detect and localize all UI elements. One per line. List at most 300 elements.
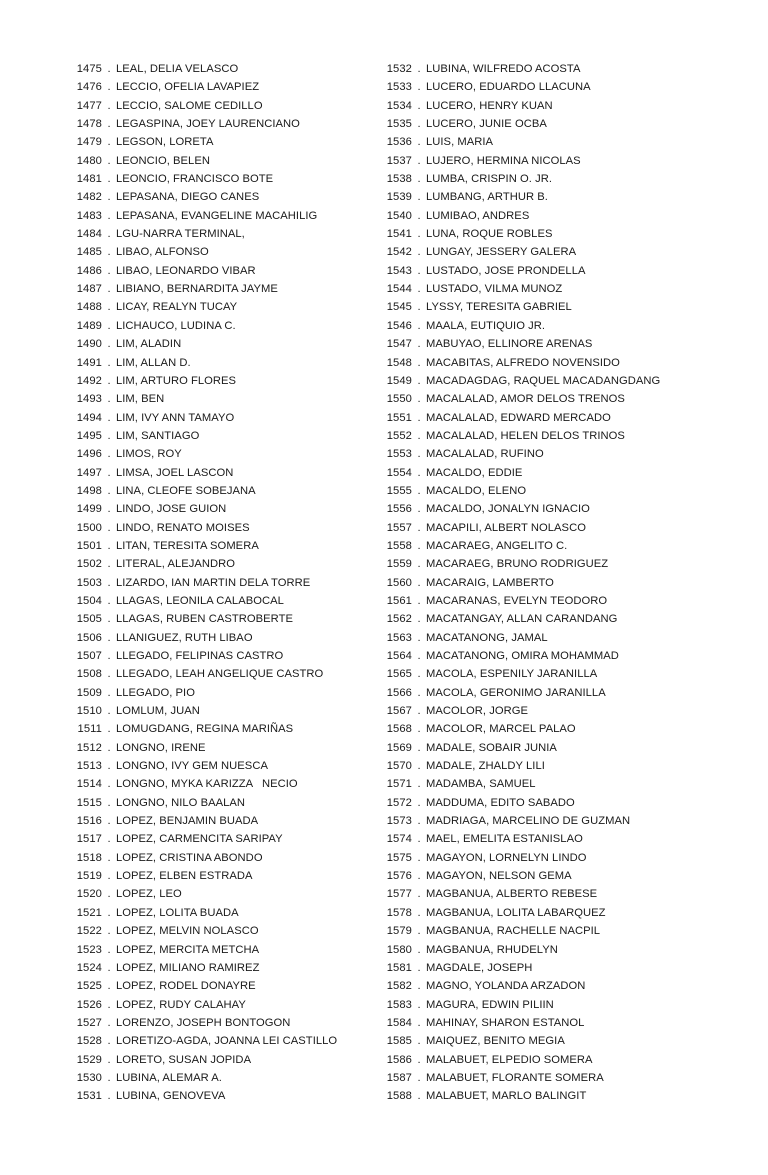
roster-entry [378,941,718,959]
entry-separator: . [417,980,421,993]
entry-separator: . [417,558,421,571]
entry-separator: . [107,539,111,552]
entry-number: 1486 [76,264,102,277]
entry-separator: . [417,613,421,626]
entry-name: LIM, IVY ANN TAMAYO [116,411,235,424]
entry-name: MACOLOR, JORGE [426,705,529,718]
roster-entry [378,849,718,867]
entry-name: LUMIBAO, ANDRES [426,209,530,222]
entry-name: LONGNO, IVY GEM NUESCA [116,760,268,773]
entry-number: 1550 [386,393,412,406]
entry-number: 1480 [76,154,102,167]
entry-name: MAEL, EMELITA ESTANISLAO [426,833,583,846]
entry-number: 1499 [76,503,102,516]
entry-name: LOPEZ, RUDY CALAHAY [116,998,246,1011]
entry-name: LOPEZ, ELBEN ESTRADA [116,870,253,883]
entry-number: 1530 [76,1071,102,1084]
roster-entry [68,684,378,702]
entry-name: LUBINA, GENOVEVA [116,1090,226,1103]
entry-number: 1490 [76,338,102,351]
entry-name: LOPEZ, MERCITA METCHA [116,943,260,956]
entry-number: 1477 [76,99,102,112]
entry-name: LLEGADO, PIO [116,686,195,699]
entry-name: LEPASANA, DIEGO CANES [116,191,260,204]
entry-name: LIM, ALLAN D. [116,356,191,369]
entry-number: 1529 [76,1053,102,1066]
roster-entry [378,977,718,995]
entry-number: 1579 [386,925,412,938]
roster-entry [378,445,718,463]
entry-separator: . [417,1035,421,1048]
entry-number: 1501 [76,539,102,552]
entry-number: 1561 [386,594,412,607]
entry-separator: . [417,760,421,773]
roster-entry [68,188,378,206]
entry-separator: . [417,283,421,296]
entry-name: MALABUET, ELPEDIO SOMERA [426,1053,593,1066]
entry-name: MACADAGDAG, RAQUEL MACADANGDANG [426,374,661,387]
entry-separator: . [417,484,421,497]
entry-name: LONGNO, NILO BAALAN [116,796,246,809]
roster-entry [378,152,718,170]
roster-entry [68,372,378,390]
entry-number: 1533 [386,81,412,94]
entry-separator: . [417,631,421,644]
entry-number: 1564 [386,650,412,662]
entry-name: MACALDO, EDDIE [426,466,523,479]
entry-separator: . [417,851,421,864]
entry-number: 1575 [386,851,412,864]
roster-entry [68,354,378,372]
entry-name: MABUYAO, ELLINORE ARENAS [426,338,593,351]
entry-number: 1478 [76,118,102,131]
entry-name: LITERAL, ALEJANDRO [116,558,236,571]
entry-name: LLAGAS, LEONILA CALABOCAL [116,594,284,607]
entry-number: 1572 [386,796,412,809]
entry-name: LUCERO, HENRY KUAN [426,99,553,112]
entry-number: 1506 [76,631,102,644]
entry-number: 1586 [386,1053,412,1066]
roster-entry [378,262,718,280]
entry-number: 1505 [76,613,102,626]
entry-separator: . [417,521,421,534]
roster-entry [378,482,718,500]
entry-separator: . [417,466,421,479]
entry-name: LUCERO, EDUARDO LLACUNA [426,81,591,94]
entry-number: 1519 [76,870,102,883]
entry-separator: . [417,448,421,461]
roster-entry [68,262,378,280]
entry-number: 1568 [386,723,412,736]
roster-entry [378,555,718,573]
roster-entry [68,996,378,1014]
entry-name: MADDUMA, EDITO SABADO [426,796,575,809]
entry-name: MAGNO, YOLANDA ARZADON [426,980,586,993]
entry-separator: . [107,650,111,662]
roster-entry [68,78,378,96]
roster-entry [378,665,718,683]
entry-name: LEAL, DELIA VELASCO [116,63,239,75]
entry-name: LIMSA, JOEL LASCON [116,466,234,479]
entry-name: LUNA, ROQUE ROBLES [426,228,553,241]
roster-entry [68,317,378,335]
entry-number: 1567 [386,705,412,718]
entry-separator: . [107,925,111,938]
entry-name: MACALALAD, RUFINO [426,448,544,461]
roster-entry [378,647,718,665]
entry-name: LIM, SANTIAGO [116,429,200,442]
entry-number: 1494 [76,411,102,424]
entry-name: LUSTADO, JOSE PRONDELLA [426,264,586,277]
entry-separator: . [107,980,111,993]
entry-separator: . [107,319,111,332]
entry-number: 1556 [386,503,412,516]
roster-entry [378,427,718,445]
entry-separator: . [417,594,421,607]
entry-number: 1553 [386,448,412,461]
entry-name: MACATANONG, JAMAL [426,631,548,644]
entry-name: LIM, ALADIN [116,338,182,351]
entry-separator: . [107,943,111,956]
roster-entry [378,629,718,647]
entry-separator: . [417,319,421,332]
entry-separator: . [107,631,111,644]
entry-separator: . [417,1071,421,1084]
entry-name: MAGBANUA, ALBERTO REBESE [426,888,598,901]
roster-entry [68,537,378,555]
entry-name: MADRIAGA, MARCELINO DE GUZMAN [426,815,631,828]
entry-number: 1565 [386,668,412,681]
entry-name: MACAPILI, ALBERT NOLASCO [426,521,586,534]
entry-number: 1547 [386,338,412,351]
entry-number: 1543 [386,264,412,277]
entry-name: MACARANAS, EVELYN TEODORO [426,594,608,607]
entry-number: 1560 [386,576,412,589]
roster-entry [68,280,378,298]
roster-entry [378,592,718,610]
entry-number: 1484 [76,228,102,241]
entry-separator: . [417,209,421,222]
entry-number: 1515 [76,796,102,809]
entry-name: LIBIANO, BERNARDITA JAYME [116,283,278,296]
roster-entry [68,702,378,720]
entry-name: MACALDO, JONALYN IGNACIO [426,503,590,516]
entry-number: 1566 [386,686,412,699]
roster-entry [378,610,718,628]
roster-entry [378,115,718,133]
entry-name: LUNGAY, JESSERY GALERA [426,246,577,259]
entry-separator: . [417,393,421,406]
entry-number: 1475 [76,63,102,75]
roster-entry [68,830,378,848]
entry-separator: . [107,374,111,387]
entry-separator: . [417,154,421,167]
entry-name: LEONCIO, BELEN [116,154,210,167]
entry-separator: . [417,870,421,883]
roster-entry [378,794,718,812]
entry-separator: . [107,833,111,846]
entry-number: 1526 [76,998,102,1011]
entry-separator: . [417,998,421,1011]
entry-name: LUJERO, HERMINA NICOLAS [426,154,581,167]
entry-separator: . [107,264,111,277]
entry-number: 1510 [76,705,102,718]
entry-number: 1587 [386,1071,412,1084]
roster-entry [378,519,718,537]
entry-name: LICAY, REALYN TUCAY [116,301,238,314]
roster-entry [378,996,718,1014]
entry-number: 1524 [76,961,102,974]
roster-entry [68,1087,378,1105]
entry-number: 1517 [76,833,102,846]
roster-entry [68,959,378,977]
roster-entry [378,830,718,848]
entry-number: 1574 [386,833,412,846]
entry-name: LLANIGUEZ, RUTH LIBAO [116,631,253,644]
entry-name: LECCIO, SALOME CEDILLO [116,99,263,112]
roster-entry [68,812,378,830]
roster-entry [68,922,378,940]
entry-name: LOPEZ, MILIANO RAMIREZ [116,961,260,974]
entry-separator: . [107,1090,111,1103]
entry-separator: . [107,760,111,773]
entry-number: 1584 [386,1016,412,1029]
roster-entry [378,207,718,225]
entry-name: MACATANGAY, ALLAN CARANDANG [426,613,618,626]
entry-name: MADAMBA, SAMUEL [426,778,536,791]
entry-number: 1476 [76,81,102,94]
entry-separator: . [417,705,421,718]
entry-number: 1492 [76,374,102,387]
entry-name: LOPEZ, RODEL DONAYRE [116,980,256,993]
entry-number: 1527 [76,1016,102,1029]
roster-entry [378,354,718,372]
entry-separator: . [417,503,421,516]
entry-number: 1576 [386,870,412,883]
entry-number: 1487 [76,283,102,296]
entry-number: 1581 [386,961,412,974]
entry-name: LUBINA, WILFREDO ACOSTA [426,63,581,75]
entry-separator: . [417,1016,421,1029]
entry-number: 1481 [76,173,102,186]
entry-name: MACOLA, ESPENILY JARANILLA [426,668,598,681]
entry-separator: . [107,961,111,974]
entry-separator: . [107,705,111,718]
entry-separator: . [417,650,421,662]
roster-entry [378,739,718,757]
entry-number: 1523 [76,943,102,956]
roster-entry [68,720,378,738]
roster-entry [378,390,718,408]
entry-separator: . [107,393,111,406]
roster-entry [378,317,718,335]
entry-separator: . [417,833,421,846]
roster-entry [378,500,718,518]
roster-entry [68,390,378,408]
entry-separator: . [417,429,421,442]
roster-entry [378,133,718,151]
roster-entry [378,1087,718,1105]
entry-separator: . [417,796,421,809]
entry-separator: . [107,594,111,607]
entry-name: LEPASANA, EVANGELINE MACAHILIG [116,209,318,222]
entry-name: MADALE, SOBAIR JUNIA [426,741,557,754]
entry-number: 1502 [76,558,102,571]
entry-name: LINDO, JOSE GUION [116,503,227,516]
entry-name: LONGNO, MYKA KARIZZA NECIO [116,778,298,791]
roster-entry [68,133,378,151]
entry-number: 1535 [386,118,412,131]
entry-name: MAGAYON, NELSON GEMA [426,870,572,883]
entry-name: LICHAUCO, LUDINA C. [116,319,236,332]
entry-separator: . [417,815,421,828]
roster-entry [378,280,718,298]
entry-number: 1496 [76,448,102,461]
roster-entry [68,904,378,922]
roster-entry [378,904,718,922]
entry-separator: . [107,888,111,901]
entry-name: LOPEZ, CARMENCITA SARIPAY [116,833,283,846]
entry-separator: . [417,686,421,699]
entry-name: LECCIO, OFELIA LAVAPIEZ [116,81,260,94]
roster-entry [68,445,378,463]
entry-separator: . [107,118,111,131]
roster-entry [68,115,378,133]
entry-separator: . [107,228,111,241]
entry-name: LLAGAS, RUBEN CASTROBERTE [116,613,293,626]
entry-separator: . [107,668,111,681]
entry-name: MACOLOR, MARCEL PALAO [426,723,576,736]
entry-separator: . [107,81,111,94]
entry-name: MACOLA, GERONIMO JARANILLA [426,686,606,699]
roster-entry [378,78,718,96]
entry-name: LIBAO, LEONARDO VIBAR [116,264,256,277]
entry-number: 1540 [386,209,412,222]
roster-entry [68,555,378,573]
roster-list [0,60,768,1106]
roster-entry [68,629,378,647]
entry-separator: . [417,943,421,956]
roster-entry [378,225,718,243]
entry-name: MAGBANUA, RACHELLE NACPIL [426,925,601,938]
entry-separator: . [107,796,111,809]
roster-entry [378,1014,718,1032]
entry-separator: . [417,741,421,754]
roster-entry [68,867,378,885]
entry-name: MACATANONG, OMIRA MOHAMMAD [426,650,619,662]
roster-entry [68,1032,378,1050]
roster-entry [378,97,718,115]
roster-entry [378,1051,718,1069]
roster-entry [378,335,718,353]
entry-number: 1558 [386,539,412,552]
entry-separator: . [107,246,111,259]
entry-number: 1525 [76,980,102,993]
roster-column-right [378,60,718,1106]
entry-name: LITAN, TERESITA SOMERA [116,539,259,552]
entry-number: 1511 [77,723,102,736]
roster-entry [68,977,378,995]
entry-separator: . [107,521,111,534]
entry-number: 1507 [76,650,102,662]
entry-number: 1522 [76,925,102,938]
entry-separator: . [417,264,421,277]
entry-number: 1539 [386,191,412,204]
entry-number: 1559 [386,558,412,571]
entry-separator: . [107,1035,111,1048]
roster-entry [378,720,718,738]
entry-number: 1562 [386,613,412,626]
roster-entry [378,1032,718,1050]
entry-separator: . [417,668,421,681]
roster-entry [68,574,378,592]
roster-entry [68,152,378,170]
roster-entry [378,298,718,316]
entry-number: 1531 [76,1090,102,1103]
entry-separator: . [107,870,111,883]
entry-name: MAGDALE, JOSEPH [426,961,533,974]
entry-name: MAIQUEZ, BENITO MEGIA [426,1035,565,1048]
entry-name: MAALA, EUTIQUIO JR. [426,319,546,332]
entry-name: LLEGADO, LEAH ANGELIQUE CASTRO [116,668,324,681]
entry-number: 1536 [386,136,412,149]
roster-entry [68,885,378,903]
roster-entry [68,97,378,115]
entry-name: MAHINAY, SHARON ESTANOL [426,1016,585,1029]
entry-number: 1479 [76,136,102,149]
roster-column-left [68,60,378,1106]
entry-separator: . [107,1016,111,1029]
entry-number: 1571 [386,778,412,791]
entry-name: LGU-NARRA TERMINAL, [116,228,245,241]
roster-entry [68,243,378,261]
entry-separator: . [107,558,111,571]
roster-entry [68,647,378,665]
entry-number: 1488 [76,301,102,314]
entry-name: LINA, CLEOFE SOBEJANA [116,484,256,497]
entry-name: MALABUET, FLORANTE SOMERA [426,1071,604,1084]
entry-number: 1497 [76,466,102,479]
entry-number: 1577 [386,888,412,901]
entry-number: 1485 [76,246,102,259]
entry-separator: . [107,998,111,1011]
entry-name: LONGNO, IRENE [116,741,206,754]
roster-entry [378,702,718,720]
entry-number: 1520 [76,888,102,901]
entry-name: MAGBANUA, LOLITA LABARQUEZ [426,906,606,919]
roster-entry [378,372,718,390]
entry-separator: . [107,576,111,589]
entry-separator: . [107,301,111,314]
entry-number: 1552 [386,429,412,442]
roster-entry [68,464,378,482]
entry-name: MACALDO, ELENO [426,484,527,497]
entry-separator: . [107,136,111,149]
roster-entry [378,885,718,903]
roster-entry [68,775,378,793]
entry-number: 1542 [386,246,412,259]
roster-entry [68,500,378,518]
roster-entry [378,1069,718,1087]
entry-separator: . [417,906,421,919]
entry-separator: . [107,411,111,424]
entry-number: 1588 [386,1090,412,1103]
entry-number: 1580 [386,943,412,956]
entry-number: 1544 [386,283,412,296]
roster-entry [378,188,718,206]
roster-entry [378,170,718,188]
entry-number: 1514 [76,778,102,791]
